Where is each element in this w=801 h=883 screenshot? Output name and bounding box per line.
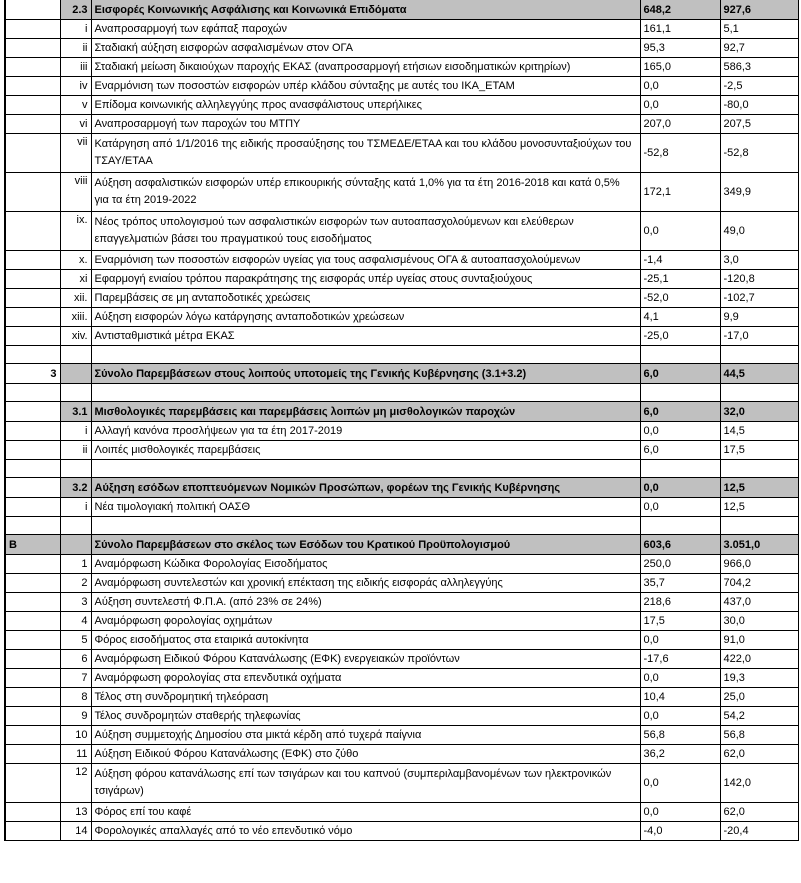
item-number-cell: ii: [60, 39, 91, 58]
value-2016-cell: 6,0: [640, 441, 720, 460]
table-row: [5, 20, 798, 39]
value-total-cell: 92,7: [720, 39, 798, 58]
description-cell: Τέλος στη συνδρομητική τηλεόραση: [91, 688, 640, 707]
item-number-cell: 10: [60, 726, 91, 745]
description-cell: Μισθολογικές παρεμβάσεις και παρεμβάσεις λοιπών μη μισθολογικών παροχών: [91, 402, 640, 422]
section-cell: 3: [5, 364, 60, 384]
item-number-cell: 12: [60, 764, 91, 803]
value-total-cell: 3,0: [720, 251, 798, 270]
value-total-cell: 54,2: [720, 707, 798, 726]
value-total-cell: -80,0: [720, 96, 798, 115]
item-number-cell: [60, 535, 91, 555]
value-2016-cell: -1,4: [640, 251, 720, 270]
table-row: [5, 669, 798, 688]
table-row: [5, 726, 798, 745]
section-cell: [5, 0, 60, 20]
table-row: [5, 77, 798, 96]
section-cell: [5, 422, 60, 441]
description-cell: Τέλος συνδρομητών σταθερής τηλεφωνίας: [91, 707, 640, 726]
value-2016-cell: 0,0: [640, 212, 720, 251]
section-cell: [5, 478, 60, 498]
item-number-cell: v: [60, 96, 91, 115]
spacer-row: [5, 384, 798, 402]
description-cell: Αναπροσαρμογή των παροχών του ΜΤΠΥ: [91, 115, 640, 134]
value-2016-cell: 10,4: [640, 688, 720, 707]
section-cell: [5, 498, 60, 517]
section-cell: [5, 574, 60, 593]
description-cell: Σύνολο Παρεμβάσεων στους λοιπούς υποτομείς της Γενικής Κυβέρνησης (3.1+3.2): [91, 364, 640, 384]
value-2016-cell: 0,0: [640, 707, 720, 726]
section-cell: [5, 764, 60, 803]
section-cell: [5, 707, 60, 726]
section-cell: [5, 39, 60, 58]
item-number-cell: [60, 517, 91, 535]
value-total-cell: 25,0: [720, 688, 798, 707]
table-body: [5, 0, 798, 841]
value-2016-cell: -25,1: [640, 270, 720, 289]
value-total-cell: 44,5: [720, 364, 798, 384]
item-number-cell: x.: [60, 251, 91, 270]
description-cell: Εναρμόνιση των ποσοστών εισφορών υπέρ κλάδου σύνταξης με αυτές του ΙΚΑ_ΕΤΑΜ: [91, 77, 640, 96]
description-cell: Αύξηση συμμετοχής Δημοσίου στα μικτά κέρδη από τυχερά παίγνια: [91, 726, 640, 745]
value-2016-cell: 6,0: [640, 364, 720, 384]
value-2016-cell: 6,0: [640, 402, 720, 422]
value-2016-cell: 165,0: [640, 58, 720, 77]
value-total-cell: 30,0: [720, 612, 798, 631]
item-number-cell: xi: [60, 270, 91, 289]
value-total-cell: [720, 517, 798, 535]
section-cell: [5, 308, 60, 327]
item-number-cell: [60, 384, 91, 402]
section-cell: [5, 555, 60, 574]
value-total-cell: -20,4: [720, 822, 798, 841]
section-cell: [5, 402, 60, 422]
table-row: [5, 270, 798, 289]
description-cell: Αλλαγή κανόνα προσλήψεων για τα έτη 2017-2019: [91, 422, 640, 441]
table-row: [5, 441, 798, 460]
value-total-cell: -120,8: [720, 270, 798, 289]
section-header-row: [5, 402, 798, 422]
item-number-cell: [60, 460, 91, 478]
value-total-cell: 142,0: [720, 764, 798, 803]
section-cell: B: [5, 535, 60, 555]
section-cell: [5, 612, 60, 631]
value-total-cell: 91,0: [720, 631, 798, 650]
value-2016-cell: 4,1: [640, 308, 720, 327]
value-2016-cell: 0,0: [640, 478, 720, 498]
value-2016-cell: 0,0: [640, 77, 720, 96]
section-cell: [5, 822, 60, 841]
table-row: [5, 327, 798, 346]
description-cell: [91, 517, 640, 535]
description-cell: Αναμόρφωση φορολογίας οχημάτων: [91, 612, 640, 631]
value-total-cell: 12,5: [720, 498, 798, 517]
description-cell: Αντισταθμιστικά μέτρα ΕΚΑΣ: [91, 327, 640, 346]
section-header-row: [5, 364, 798, 384]
item-number-cell: iii: [60, 58, 91, 77]
value-total-cell: 12,5: [720, 478, 798, 498]
section-header-row: [5, 478, 798, 498]
description-cell: Αύξηση φόρου κατανάλωσης επί των τσιγάρων και του καπνού (συμπεριλαμβανομένων των ηλεκτρονικών τσιγάρων): [91, 764, 640, 803]
section-cell: [5, 726, 60, 745]
table-row: [5, 173, 798, 212]
value-total-cell: -52,8: [720, 134, 798, 173]
item-number-cell: 6: [60, 650, 91, 669]
item-number-cell: i: [60, 422, 91, 441]
description-cell: Αναμόρφωση Κώδικα Φορολογίας Εισοδήματος: [91, 555, 640, 574]
item-number-cell: 3.2: [60, 478, 91, 498]
value-2016-cell: -52,0: [640, 289, 720, 308]
item-number-cell: 2.3: [60, 0, 91, 20]
value-2016-cell: 218,6: [640, 593, 720, 612]
value-2016-cell: 35,7: [640, 574, 720, 593]
section-header-row: [5, 535, 798, 555]
description-cell: Αναμόρφωση συντελεστών και χρονική επέκταση της ειδικής εισφοράς αλληλεγγύης: [91, 574, 640, 593]
description-cell: Αναμόρφωση Ειδικού Φόρου Κατανάλωσης (ΕΦΚ) ενεργειακών προϊόντων: [91, 650, 640, 669]
value-total-cell: 49,0: [720, 212, 798, 251]
value-total-cell: 422,0: [720, 650, 798, 669]
spacer-row: [5, 346, 798, 364]
item-number-cell: ix.: [60, 212, 91, 251]
value-2016-cell: 0,0: [640, 803, 720, 822]
description-cell: Αύξηση εισφορών λόγω κατάργησης ανταποδοτικών χρεώσεων: [91, 308, 640, 327]
value-2016-cell: 0,0: [640, 669, 720, 688]
item-number-cell: vi: [60, 115, 91, 134]
section-cell: [5, 460, 60, 478]
description-cell: [91, 346, 640, 364]
value-2016-cell: 17,5: [640, 612, 720, 631]
table-row: [5, 822, 798, 841]
section-cell: [5, 650, 60, 669]
section-cell: [5, 115, 60, 134]
item-number-cell: 2: [60, 574, 91, 593]
section-cell: [5, 251, 60, 270]
table-row: [5, 764, 798, 803]
description-cell: Φορολογικές απαλλαγές από το νέο επενδυτικό νόμο: [91, 822, 640, 841]
table-row: [5, 422, 798, 441]
table-row: [5, 251, 798, 270]
value-2016-cell: 0,0: [640, 422, 720, 441]
table-row: [5, 555, 798, 574]
spacer-row: [5, 517, 798, 535]
table-row: [5, 115, 798, 134]
value-total-cell: 62,0: [720, 803, 798, 822]
section-cell: [5, 669, 60, 688]
table-row: [5, 631, 798, 650]
description-cell: Αύξηση εσόδων εποπτευόμενων Νομικών Προσώπων, φορέων της Γενικής Κυβέρνησης: [91, 478, 640, 498]
description-cell: Αναπροσαρμογή των εφάπαξ παροχών: [91, 20, 640, 39]
description-cell: Λοιπές μισθολογικές παρεμβάσεις: [91, 441, 640, 460]
section-cell: [5, 134, 60, 173]
description-cell: Εναρμόνιση των ποσοστών εισφορών υγείας για τους ασφαλισμένους ΟΓΑ & αυτοαπασχολούμενων: [91, 251, 640, 270]
section-cell: [5, 745, 60, 764]
section-cell: [5, 346, 60, 364]
section-cell: [5, 441, 60, 460]
value-total-cell: 966,0: [720, 555, 798, 574]
table-row: [5, 289, 798, 308]
description-cell: Νέα τιμολογιακή πολιτική ΟΑΣΘ: [91, 498, 640, 517]
item-number-cell: [60, 364, 91, 384]
section-cell: [5, 631, 60, 650]
table-row: [5, 745, 798, 764]
description-cell: Σταδιακή μείωση δικαιούχων παροχής ΕΚΑΣ (αναπροσαρμογή ετήσιων εισοδηματικών κριτηρίων): [91, 58, 640, 77]
table-row: [5, 212, 798, 251]
item-number-cell: ii: [60, 441, 91, 460]
value-total-cell: -2,5: [720, 77, 798, 96]
value-2016-cell: 161,1: [640, 20, 720, 39]
value-2016-cell: 603,6: [640, 535, 720, 555]
value-total-cell: 17,5: [720, 441, 798, 460]
description-cell: Σταδιακή αύξηση εισφορών ασφαλισμένων στον ΟΓΑ: [91, 39, 640, 58]
description-cell: [91, 384, 640, 402]
value-total-cell: 5,1: [720, 20, 798, 39]
description-cell: Αύξηση συντελεστή Φ.Π.Α. (από 23% σε 24%): [91, 593, 640, 612]
item-number-cell: xiv.: [60, 327, 91, 346]
item-number-cell: 1: [60, 555, 91, 574]
description-cell: Σύνολο Παρεμβάσεων στο σκέλος των Εσόδων του Κρατικού Προϋπολογισμού: [91, 535, 640, 555]
value-2016-cell: [640, 346, 720, 364]
value-total-cell: [720, 460, 798, 478]
value-2016-cell: 648,2: [640, 0, 720, 20]
description-cell: Κατάργηση από 1/1/2016 της ειδικής προσαύξησης του ΤΣΜΕΔΕ/ΕΤΑΑ και του κλάδου μονοσυνταξιούχων του ΤΣΑΥ/ΕΤΑΑ: [91, 134, 640, 173]
item-number-cell: [60, 346, 91, 364]
section-cell: [5, 593, 60, 612]
description-cell: Νέος τρόπος υπολογισμού των ασφαλιστικών εισφορών των αυτοαπασχολούμενων και ελεύθερων επαγγελματιών βάσει του πραγματικού τους εισοδήματος: [91, 212, 640, 251]
table-row: [5, 803, 798, 822]
value-total-cell: 927,6: [720, 0, 798, 20]
value-2016-cell: 95,3: [640, 39, 720, 58]
description-cell: [91, 460, 640, 478]
item-number-cell: 5: [60, 631, 91, 650]
description-cell: Παρεμβάσεις σε μη ανταποδοτικές χρεώσεις: [91, 289, 640, 308]
value-2016-cell: 0,0: [640, 631, 720, 650]
item-number-cell: 11: [60, 745, 91, 764]
section-cell: [5, 212, 60, 251]
table-row: [5, 134, 798, 173]
section-cell: [5, 803, 60, 822]
section-cell: [5, 688, 60, 707]
item-number-cell: i: [60, 20, 91, 39]
item-number-cell: viii: [60, 173, 91, 212]
value-total-cell: -102,7: [720, 289, 798, 308]
value-2016-cell: 207,0: [640, 115, 720, 134]
description-cell: Εφαρμογή ενιαίου τρόπου παρακράτησης της εισφοράς υπέρ υγείας στους συνταξιούχους: [91, 270, 640, 289]
value-total-cell: 437,0: [720, 593, 798, 612]
item-number-cell: 4: [60, 612, 91, 631]
section-cell: [5, 77, 60, 96]
item-number-cell: 3.1: [60, 402, 91, 422]
item-number-cell: i: [60, 498, 91, 517]
section-header-row: [5, 0, 798, 20]
item-number-cell: 9: [60, 707, 91, 726]
value-total-cell: [720, 346, 798, 364]
value-total-cell: 14,5: [720, 422, 798, 441]
value-total-cell: 9,9: [720, 308, 798, 327]
value-total-cell: 62,0: [720, 745, 798, 764]
description-cell: Αύξηση Ειδικού Φόρου Κατανάλωσης (ΕΦΚ) στο ζύθο: [91, 745, 640, 764]
value-2016-cell: 36,2: [640, 745, 720, 764]
item-number-cell: 3: [60, 593, 91, 612]
description-cell: Αύξηση ασφαλιστικών εισφορών υπέρ επικουρικής σύνταξης κατά 1,0% για τα έτη 2016-2018 και κατά 0,5% για τα έτη 2019-2022: [91, 173, 640, 212]
description-cell: Αναμόρφωση φορολογίας στα επενδυτικά οχήματα: [91, 669, 640, 688]
value-2016-cell: 0,0: [640, 96, 720, 115]
value-2016-cell: -52,8: [640, 134, 720, 173]
item-number-cell: 8: [60, 688, 91, 707]
item-number-cell: 14: [60, 822, 91, 841]
value-total-cell: 704,2: [720, 574, 798, 593]
table-row: [5, 308, 798, 327]
description-cell: Φόρος εισοδήματος στα εταιρικά αυτοκίνητα: [91, 631, 640, 650]
value-total-cell: 207,5: [720, 115, 798, 134]
section-cell: [5, 173, 60, 212]
section-cell: [5, 327, 60, 346]
table-row: [5, 593, 798, 612]
spacer-row: [5, 460, 798, 478]
value-total-cell: -17,0: [720, 327, 798, 346]
item-number-cell: xii.: [60, 289, 91, 308]
section-cell: [5, 20, 60, 39]
value-2016-cell: [640, 517, 720, 535]
table-row: [5, 39, 798, 58]
value-total-cell: 3.051,0: [720, 535, 798, 555]
description-cell: Επίδομα κοινωνικής αλληλεγγύης προς ανασφάλιστους υπερήλικες: [91, 96, 640, 115]
table-row: [5, 650, 798, 669]
table-row: [5, 96, 798, 115]
section-cell: [5, 58, 60, 77]
value-2016-cell: 56,8: [640, 726, 720, 745]
value-2016-cell: 172,1: [640, 173, 720, 212]
section-cell: [5, 384, 60, 402]
table-row: [5, 574, 798, 593]
value-total-cell: 56,8: [720, 726, 798, 745]
value-2016-cell: 250,0: [640, 555, 720, 574]
value-2016-cell: 0,0: [640, 764, 720, 803]
value-total-cell: [720, 384, 798, 402]
table-row: [5, 612, 798, 631]
value-2016-cell: 0,0: [640, 498, 720, 517]
value-total-cell: 349,9: [720, 173, 798, 212]
budget-measures-table: [4, 0, 799, 841]
value-2016-cell: -4,0: [640, 822, 720, 841]
section-cell: [5, 517, 60, 535]
description-cell: Φόρος επί του καφέ: [91, 803, 640, 822]
item-number-cell: vii: [60, 134, 91, 173]
table-row: [5, 707, 798, 726]
value-2016-cell: [640, 384, 720, 402]
table-row: [5, 688, 798, 707]
section-cell: [5, 289, 60, 308]
value-total-cell: 19,3: [720, 669, 798, 688]
table-row: [5, 498, 798, 517]
description-cell: Εισφορές Κοινωνικής Ασφάλισης και Κοινωνικά Επιδόματα: [91, 0, 640, 20]
value-total-cell: 32,0: [720, 402, 798, 422]
value-2016-cell: [640, 460, 720, 478]
table-row: [5, 58, 798, 77]
section-cell: [5, 96, 60, 115]
item-number-cell: iv: [60, 77, 91, 96]
value-total-cell: 586,3: [720, 58, 798, 77]
item-number-cell: xiii.: [60, 308, 91, 327]
value-2016-cell: -25,0: [640, 327, 720, 346]
item-number-cell: 7: [60, 669, 91, 688]
value-2016-cell: -17,6: [640, 650, 720, 669]
section-cell: [5, 270, 60, 289]
item-number-cell: 13: [60, 803, 91, 822]
